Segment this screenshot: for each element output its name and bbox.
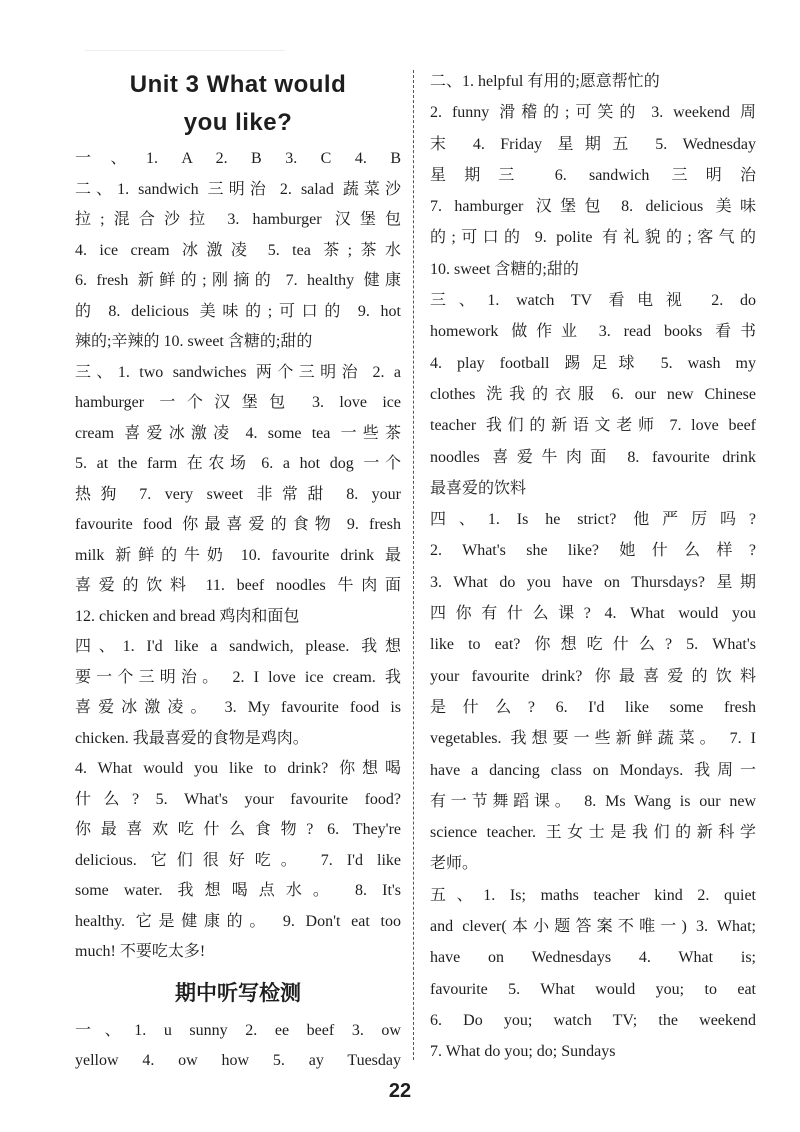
answer-line: 什么? 5. What's your favourite food? — [75, 790, 401, 808]
page-number: 22 — [388, 1080, 412, 1102]
answer-line: cream 喜爱冰激凌 4. some tea 一些茶 — [75, 424, 401, 442]
answer-line: teacher 我们的新语文老师 7. love beef — [430, 417, 756, 435]
answer-line: have a dancing class on Mondays. 我周一 — [430, 761, 756, 779]
answer-line: 热狗 7. very sweet 非常甜 8. your — [75, 485, 401, 503]
answer-line: noodles 喜爱牛肉面 8. favourite drink — [430, 448, 756, 466]
answer-line: 10. sweet 含糖的;甜的 — [430, 260, 579, 278]
answer-line: 二、1. helpful 有用的;愿意帮忙的 — [430, 73, 660, 90]
answer-line: 4. ice cream 冰激凌 5. tea 茶;茶水 — [75, 241, 401, 259]
answer-line: 喜爱冰激凌。 3. My favourite food is — [75, 699, 401, 716]
answer-line: 喜爱的饮料 11. beef noodles 牛肉面 — [75, 577, 401, 594]
answer-line: 4. play football 踢足球 5. wash my — [430, 354, 756, 372]
answer-line: hamburger 一个汉堡包 3. love ice — [75, 394, 401, 411]
top-rule — [85, 50, 285, 51]
answer-line: 的;可口的 9. polite 有礼貌的;客气的 — [430, 229, 756, 247]
left-column — [75, 62, 401, 1077]
answer-line: 三、1. watch TV 看电视 2. do — [430, 292, 756, 310]
answer-line: 6. Do you; watch TV; the weekend — [430, 1011, 756, 1029]
answer-line: 末 4. Friday 星期五 5. Wednesday — [430, 135, 756, 153]
answer-line: your favourite drink? 你最喜爱的饮料 — [430, 667, 756, 685]
answer-line: 要一个三明治。 2. I love ice cream. 我 — [75, 668, 401, 686]
answer-line: healthy. 它是健康的。 9. Don't eat too — [75, 912, 401, 930]
answer-line: 7. What do you; do; Sundays — [430, 1043, 616, 1061]
answer-line: clothes 洗我的衣服 6. our new Chinese — [430, 385, 756, 403]
answer-line: favourite food 你最喜爱的食物 9. fresh — [75, 516, 401, 533]
answer-line: have on Wednesdays 4. What is; — [430, 949, 756, 967]
answer-line: 最喜爱的饮料 — [430, 479, 527, 497]
answer-line: 星期三 6. sandwich 三明治 — [430, 166, 756, 184]
answer-line: 你最喜欢吃什么食物? 6. They're — [75, 821, 401, 838]
answer-line: chicken. 我最喜爱的食物是鸡肉。 — [75, 729, 309, 747]
answer-line: 二、1. sandwich 三明治 2. salad 蔬菜沙 — [75, 180, 401, 198]
answer-line: 四你有什么课? 4. What would you — [430, 605, 756, 623]
unit-title-line-2: you like? — [183, 109, 293, 136]
answer-line: 5. at the farm 在农场 6. a hot dog 一个 — [75, 455, 401, 472]
answer-line: 四、1. I'd like a sandwich, please. 我想 — [75, 638, 401, 655]
answer-line: homework 做作业 3. read books 看书 — [430, 323, 756, 341]
answer-line: like to eat? 你想吃什么? 5. What's — [430, 636, 756, 654]
answer-line: 12. chicken and bread 鸡肉和面包 — [75, 607, 300, 625]
unit-title-line-1: Unit 3 What would — [129, 71, 347, 98]
answer-line: much! 不要吃太多! — [75, 943, 206, 960]
answer-line: delicious. 它们很好吃。 7. I'd like — [75, 851, 401, 869]
answer-line: 一、1. u sunny 2. ee beef 3. ow — [75, 1021, 401, 1039]
section-title: 期中听写检测 — [175, 980, 301, 1005]
answer-line: 有一节舞蹈课。 8. Ms Wang is our new — [430, 792, 756, 810]
answer-line: 三、1. two sandwiches 两个三明治 2. a — [75, 363, 401, 381]
right-column — [430, 66, 756, 1068]
answer-line: and clever(本小题答案不唯一) 3. What; — [430, 918, 756, 936]
answer-line: 4. What would you like to drink? 你想喝 — [75, 760, 401, 777]
answer-line: 2. What's she like? 她什么样? — [430, 542, 756, 560]
answer-line: 拉;混合沙拉 3. hamburger 汉堡包 — [75, 211, 401, 228]
answer-line: 一、1. A 2. B 3. C 4. B — [75, 150, 401, 167]
answer-line: 是什么? 6. I'd like some fresh — [430, 698, 756, 716]
answer-line: milk 新鲜的牛奶 10. favourite drink 最 — [75, 546, 401, 564]
answer-line: 6. fresh 新鲜的;刚摘的 7. healthy 健康 — [75, 272, 401, 289]
answer-line: vegetables. 我想要一些新鲜蔬菜。 7. I — [430, 730, 756, 748]
answer-line: 五、1. Is; maths teacher kind 2. quiet — [430, 886, 756, 904]
answer-line: 辣的;辛辣的 10. sweet 含糖的;甜的 — [75, 333, 313, 350]
answer-line: yellow 4. ow how 5. ay Tuesday — [75, 1052, 401, 1069]
answer-line: 四、1. Is he strict? 他严厉吗? — [430, 511, 756, 529]
answer-line: 老师。 — [430, 855, 479, 873]
answer-line: 2. funny 滑稽的;可笑的 3. weekend 周 — [430, 104, 756, 122]
answer-line: favourite 5. What would you; to eat — [430, 980, 756, 998]
answer-line: 3. What do you have on Thursdays? 星期 — [430, 573, 756, 591]
answer-line: some water. 我想喝点水。 8. It's — [75, 882, 401, 899]
answer-line: 的 8. delicious 美味的;可口的 9. hot — [75, 302, 401, 320]
column-divider — [413, 70, 414, 1060]
answer-line: 7. hamburger 汉堡包 8. delicious 美味 — [430, 198, 756, 216]
answer-line: science teacher. 王女士是我们的新科学 — [430, 824, 756, 842]
